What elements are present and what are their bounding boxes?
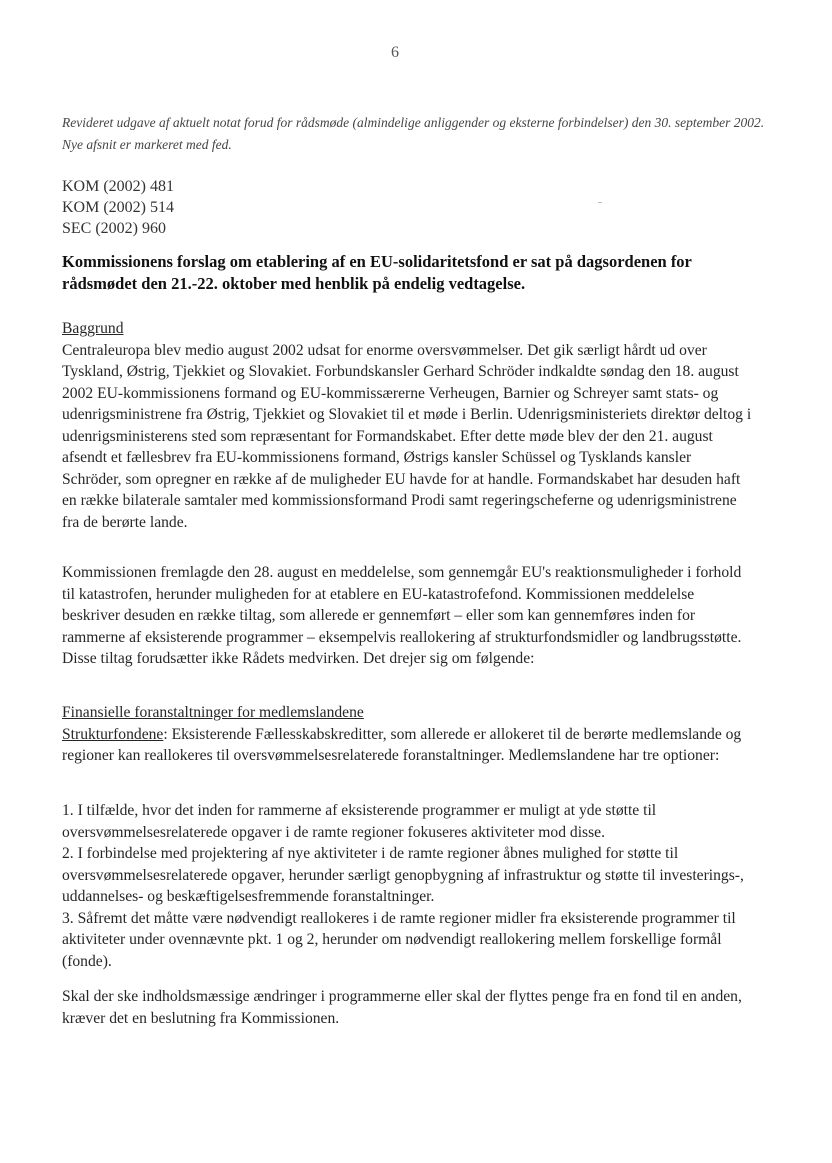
financial-heading: Finansielle foranstaltninger for medlemslandene	[62, 704, 364, 721]
strukturfondene-label: Strukturfondene	[62, 725, 164, 743]
revision-note: Revideret udgave af aktuelt notat forud for rådsmøde (almindelige anliggender og eksterne forbindelser) den 30. september 2002. Nye afsnit er markeret med fed.	[62, 115, 765, 152]
commission-section	[62, 562, 752, 670]
option-3: 3. Såfremt det måtte være nødvendigt reallokeres i de ramte regioner midler fra eksisterende programmer til aktiviteter under ovennævnte pkt. 1 og 2, herunder om nødvendigt reallokering mellem forskellige formål (fonde).	[62, 909, 736, 970]
option-2: 2. I forbindelse med projektering af nye aktiviteter i de ramte regioner åbnes mulighed for støtte til oversvømmelsesrelaterede opgaver, herunder særligt genopbygning af infrastruktur og støtte til investerings-, uddannelses- og beskæftigelsesfremmende foranstaltninger.	[62, 845, 744, 905]
background-heading: Baggrund	[62, 320, 124, 337]
closing-paragraph: Skal der ske indholdsmæssige ændringer i programmerne eller skal der flyttes penge fra en fond til en anden, kræver det en beslutning fra Kommissionen.	[62, 988, 742, 1027]
reference-kom-514: KOM (2002) 514	[62, 199, 174, 216]
option-1: 1. I tilfælde, hvor det inden for rammerne af eksisterende programmer er muligt at yde støtte til oversvømmelsesrelaterede opgaver i de ramte regioner fokuseres aktiviteter mod disse.	[62, 802, 657, 841]
scan-speck	[598, 202, 602, 203]
reference-kom-481: KOM (2002) 481	[62, 178, 174, 195]
closing-section	[62, 986, 752, 1029]
page-number: 6	[391, 44, 399, 61]
reference-sec-960: SEC (2002) 960	[62, 220, 166, 237]
reference-list	[62, 176, 174, 239]
strukturfondene-paragraph	[62, 724, 752, 767]
strukturfondene-text: : Eksisterende Fællesskabskreditter, som allerede er allokeret til de berørte medlemslande og regioner kan reallokeres til oversvømmelsesrelaterede foranstaltninger. Medlemslandene har tre optioner:	[62, 725, 742, 764]
headline: Kommissionens forslag om etablering af en EU-solidaritetsfond er sat på dagsordenen for rådsmødet den 21.-22. oktober med henblik på endelig vedtagelse.	[62, 252, 692, 293]
background-paragraph-1: Centraleuropa blev medio august 2002 udsat for enorme oversvømmelser. Det gik særligt hårdt ud over Tyskland, Østrig, Tjekkiet og Slovakiet. Forbundskansler Gerhard Schröder indkaldte søndag den 18. august 2002 EU-kommissionens formand og EU-kommissærerne Verheugen, Barnier og Schreyer samt stats- og udenrigsministrene fra Østrig, Tjekkiet og Slovakiet til et møde i Berlin. Udenrigsministeriets direktør deltog i udenrigsministerens sted som repræsentant for Formandskabet. Efter dette møde blev der den 21. august afsendt et fællesbrev fra EU-kommissionens formand, Østrigs kansler Schüssel og Tysklands kansler Schröder, som opregner en række af de muligheder EU havde for at handle. Formandskabet har desuden haft en række bilaterale samtaler med kommissionsformand Prodi samt regeringscheferne og udenrigsministrene fra de berørte lande.	[62, 341, 752, 531]
financial-section	[62, 702, 752, 767]
background-paragraph-2: Kommissionen fremlagde den 28. august en meddelelse, som gennemgår EU's reaktionsmuligheder i forhold til katastrofen, herunder muligheden for at etablere en EU-katastrofefond. Kommissionen meddelelse beskriver desuden en række tiltag, som allerede er gennemført – eller som kan gennemføres inden for rammerne af eksisterende programmer – eksempelvis reallokering af strukturfondsmidler og landbrugsstøtte. Disse tiltag forudsætter ikke Rådets medvirken. Det drejer sig om følgende:	[62, 564, 742, 667]
background-section	[62, 318, 752, 533]
options-list	[62, 800, 752, 972]
